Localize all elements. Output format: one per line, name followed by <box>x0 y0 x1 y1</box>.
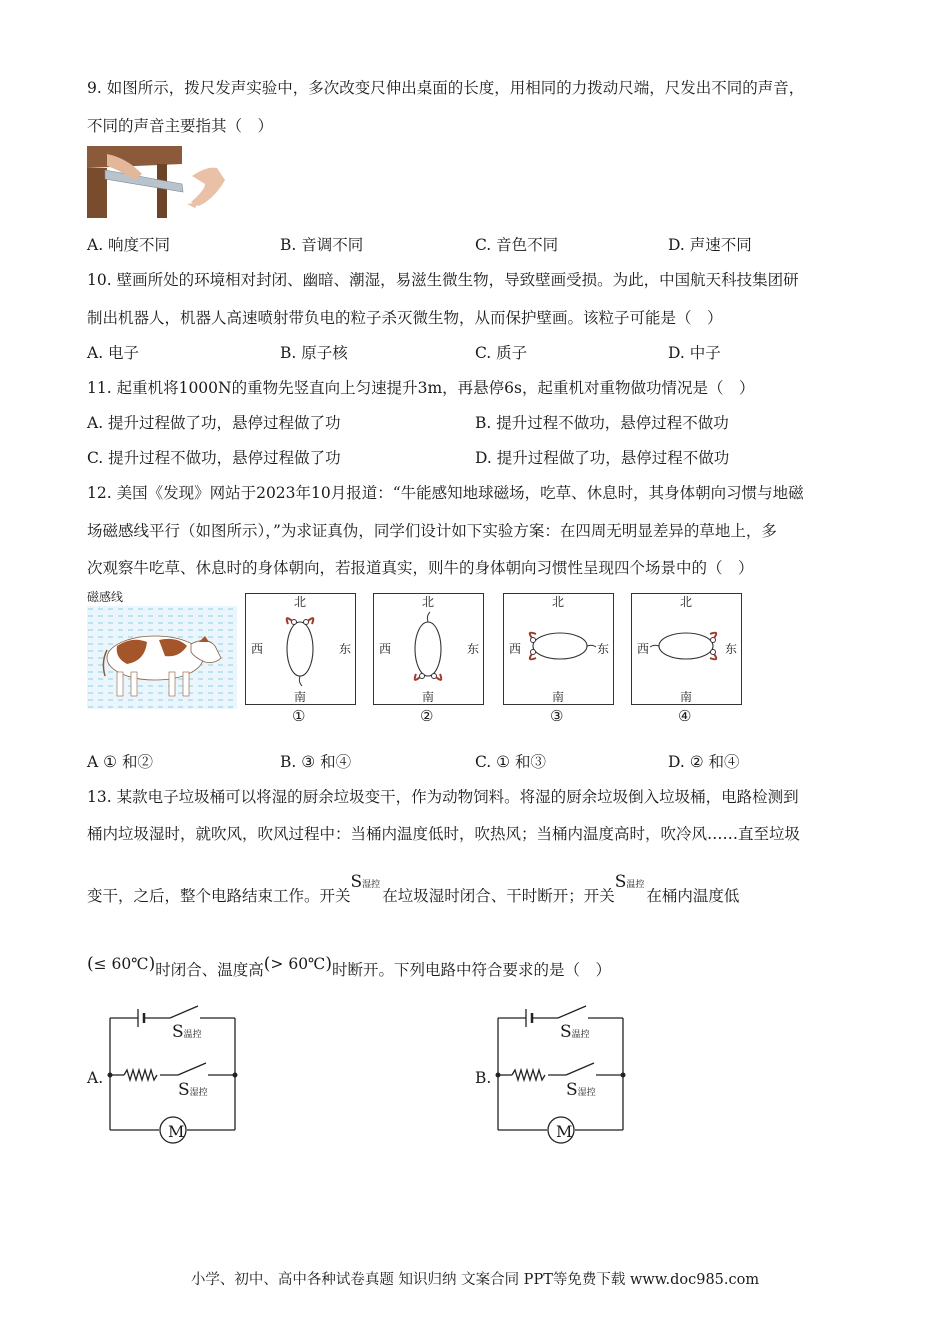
scene-1-panel <box>245 593 356 705</box>
circuit-a-wet-switch-label: S湿控 <box>178 1080 208 1100</box>
q12-option-b: B. ③ 和④ <box>280 753 352 771</box>
q11-stem: 11. 起重机将1000N的重物先竖直向上匀速提升3m，再悬停6s，起重机对重物做功情况是（ ） <box>87 379 755 397</box>
north-label: 北 <box>680 595 693 609</box>
q13-line3-part1: 变干，之后，整个电路结束工作。开关 <box>87 887 351 905</box>
east-label: 东 <box>339 642 352 656</box>
north-label: 北 <box>422 595 435 609</box>
north-label: 北 <box>294 595 307 609</box>
q13-line4-part1: 时闭合、温度高 <box>155 961 264 979</box>
south-label: 南 <box>422 690 435 704</box>
q13-stem-line4: (≤ 60℃)时闭合、温度高(> 60℃)时断开。下列电路中符合要求的是（ ） <box>87 954 612 979</box>
ruler-desk-illustration <box>87 146 242 218</box>
scene-4-label: ④ <box>678 707 692 725</box>
cow-outline-south-down <box>374 594 483 704</box>
east-label: 东 <box>725 642 738 656</box>
cow-field-illustration <box>87 606 237 709</box>
q12-stem-line1: 12. 美国《发现》网站于2023年10月报道：“牛能感知地球磁场，吃草、休息时，其身体朝向习惯与地磁 <box>87 484 804 502</box>
q9-option-c: C. 音色不同 <box>475 236 559 254</box>
motor-symbol-a: M <box>168 1122 185 1141</box>
q11-option-c: C. 提升过程不做功，悬停过程做了功 <box>87 449 341 467</box>
q10-stem-line1: 10. 壁画所处的环境相对封闭、幽暗、潮湿，易滋生微生物，导致壁画受损。为此，中国航天科技集团研 <box>87 271 799 289</box>
motor-symbol-b: M <box>556 1122 573 1141</box>
page-footer: 小学、初中、高中各种试卷真题 知识归纳 文案合同 PPT等免费下载 www.doc985.com <box>190 1272 760 1288</box>
circuit-a-temp-switch-label: S温控 <box>172 1022 202 1042</box>
south-label: 南 <box>680 690 693 704</box>
west-label: 西 <box>637 642 650 656</box>
west-label: 西 <box>509 642 522 656</box>
q13-stem-line2: 桶内垃圾湿时，就吹风，吹风过程中：当桶内温度低时，吹热风；当桶内温度高时，吹冷风……直至垃圾 <box>87 825 801 843</box>
q10-option-a: A. 电子 <box>87 344 140 362</box>
q13-line3-part2: 在垃圾湿时闭合、干时断开；开关 <box>382 887 615 905</box>
scene-2-panel <box>373 593 484 705</box>
q12-option-c: C. ① 和③ <box>475 753 546 771</box>
east-label: 东 <box>597 642 610 656</box>
q9-stem-line1: 9. 如图所示，拨尺发声实验中，多次改变尺伸出桌面的长度，用相同的力拨动尺端，尺发出不同的声音， <box>87 79 805 97</box>
cow-outline-east-facing <box>632 594 741 704</box>
south-label: 南 <box>552 690 565 704</box>
circuit-b-label: B. <box>475 1069 492 1087</box>
q13-line4-part2: 时断开。下列电路中符合要求的是（ ） <box>332 961 612 979</box>
q10-option-c: C. 质子 <box>475 344 528 362</box>
q13-stem-line1: 13. 某款电子垃圾桶可以将湿的厨余垃圾变干，作为动物饲料。将湿的厨余垃圾倒入垃圾桶，电路检测到 <box>87 788 799 806</box>
q12-option-a: A ① 和② <box>87 753 153 771</box>
q9-option-a: A. 响度不同 <box>87 236 171 254</box>
magnetic-field-label: 磁感线 <box>87 590 124 604</box>
scene-1-label: ① <box>292 707 306 725</box>
circuit-b-temp-switch-label: S温控 <box>560 1022 590 1042</box>
scene-4-panel <box>631 593 742 705</box>
q11-option-d: D. 提升过程做了功，悬停过程不做功 <box>475 449 730 467</box>
south-label: 南 <box>294 690 307 704</box>
high-temp-condition: > 60℃ <box>270 955 326 973</box>
cow-outline-west-facing <box>504 594 613 704</box>
temp-control-subscript: 温控 <box>626 880 645 890</box>
q13-line3-part3: 在桶内温度低 <box>646 887 740 905</box>
q10-option-d: D. 中子 <box>668 344 721 362</box>
east-label: 东 <box>467 642 480 656</box>
q10-stem-line2: 制出机器人，机器人高速喷射带负电的粒子杀灭微生物，从而保护壁画。该粒子可能是（ ） <box>87 309 723 327</box>
q13-stem-line3 <box>87 872 740 906</box>
west-label: 西 <box>251 642 264 656</box>
circuit-a-label: A. <box>87 1069 104 1087</box>
q12-option-d: D. ② 和④ <box>668 753 740 771</box>
q11-option-b: B. 提升过程不做功，悬停过程不做功 <box>475 414 729 432</box>
north-label: 北 <box>552 595 565 609</box>
cow-outline-north-up <box>246 594 355 704</box>
q11-option-a: A. 提升过程做了功，悬停过程做了功 <box>87 414 341 432</box>
q12-stem-line2: 场磁感线平行（如图所示），”为求证真伪，同学们设计如下实验方案：在四周无明显差异的草地上，多 <box>87 522 777 540</box>
q12-stem-line3: 次观察牛吃草、休息时的身体朝向，若报道真实，则牛的身体朝向习惯性呈现四个场景中的（ ） <box>87 559 754 577</box>
west-label: 西 <box>379 642 392 656</box>
q9-stem-line2: 不同的声音主要指其（ ） <box>87 117 274 135</box>
low-temp-condition: ≤ 60℃ <box>93 955 149 973</box>
q9-option-d: D. 声速不同 <box>668 236 752 254</box>
circuit-b-wet-switch-label: S湿控 <box>566 1080 596 1100</box>
switch-symbol: S <box>614 872 627 892</box>
q10-option-b: B. 原子核 <box>280 344 348 362</box>
q9-option-b: B. 音调不同 <box>280 236 364 254</box>
scene-2-label: ② <box>420 707 434 725</box>
switch-symbol: S <box>350 872 363 892</box>
scene-3-label: ③ <box>550 707 564 725</box>
scene-3-panel <box>503 593 614 705</box>
wet-control-subscript: 湿控 <box>362 880 381 890</box>
